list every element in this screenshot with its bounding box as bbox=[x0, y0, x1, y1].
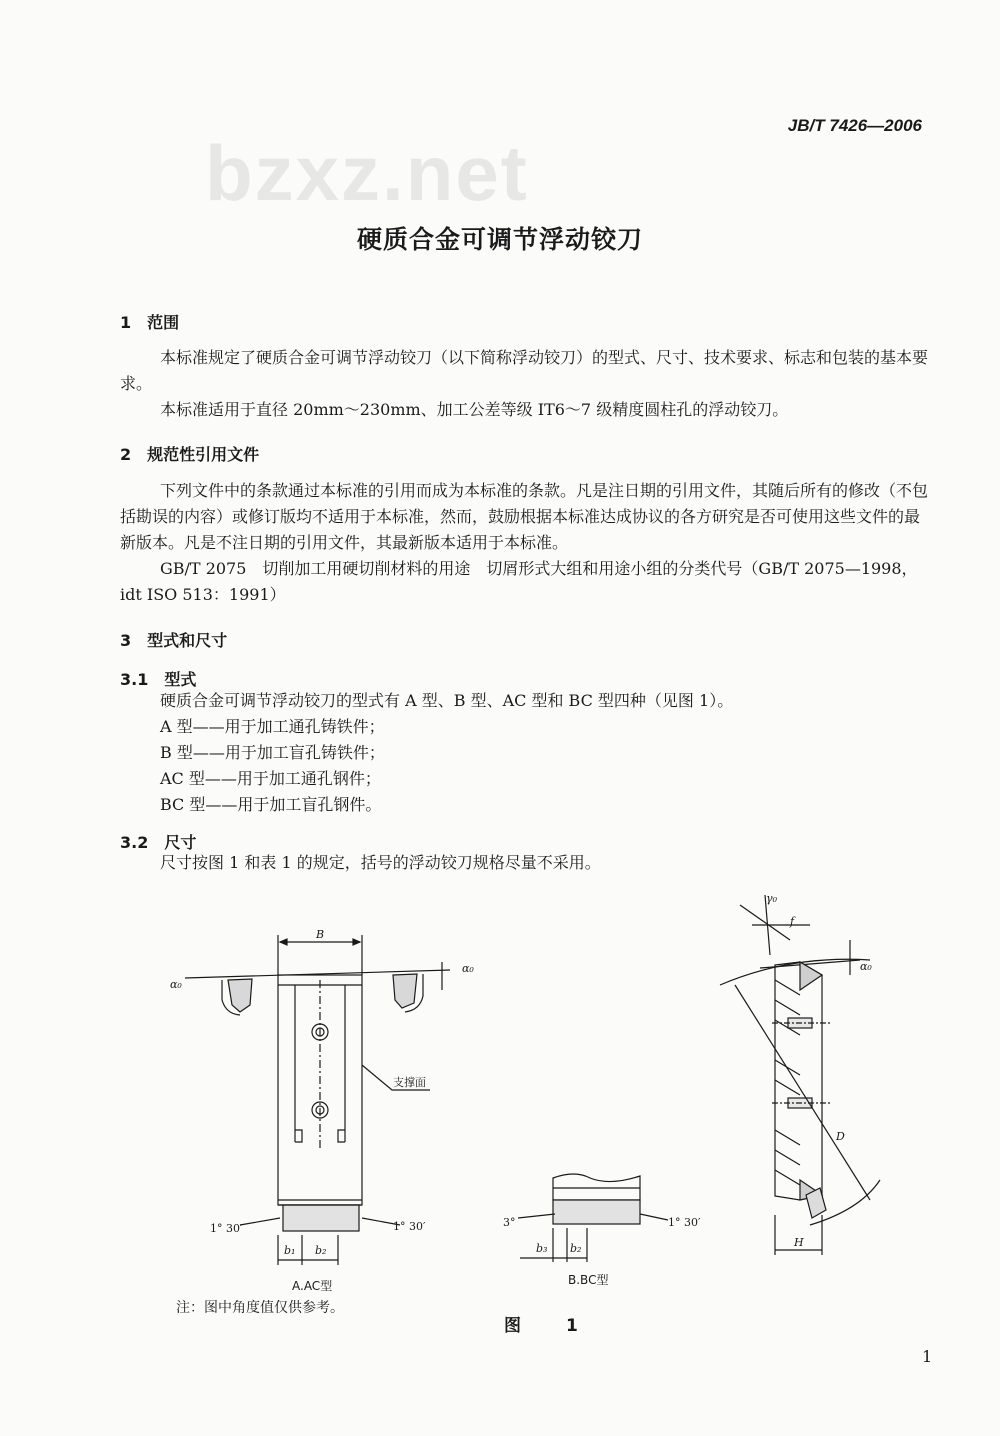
h-label: H bbox=[794, 1236, 804, 1249]
angle-left-label: 1° 30′ bbox=[210, 1222, 243, 1235]
a-type-drawing bbox=[170, 928, 474, 1293]
section-3-1-intro: 硬质合金可调节浮动铰刀的型式有 A 型、B 型、AC 型和 BC 型四种（见图 1）。 bbox=[160, 691, 734, 710]
section-1-paragraph-1: 本标准规定了硬质合金可调节浮动铰刀（以下简称浮动铰刀）的型式、尺寸、技术要求、标志和包装的基本要求。 bbox=[120, 348, 929, 393]
section-3-1-heading: 3.1 型式 bbox=[120, 670, 197, 689]
b-type-drawing bbox=[503, 1174, 701, 1287]
type-ac-item: AC 型——用于加工通孔钢件； bbox=[160, 769, 381, 788]
support-face-label: 支撑面 bbox=[393, 1076, 426, 1089]
angle-right-label: 1° 30′ bbox=[393, 1220, 426, 1233]
figure-1-drawing bbox=[0, 880, 1000, 1300]
b1-label: b₁ bbox=[284, 1244, 296, 1257]
document-title: 硬质合金可调节浮动铰刀 bbox=[356, 225, 643, 254]
alpha0-right-label: α₀ bbox=[462, 962, 474, 975]
watermark: bzxz.net bbox=[205, 129, 529, 217]
type-bc-item: BC 型——用于加工盲孔钢件。 bbox=[160, 795, 382, 814]
type-a-item: A 型——用于加工通孔铸铁件； bbox=[160, 717, 385, 736]
angle-b-right-label: 1° 30′ bbox=[668, 1216, 701, 1229]
alpha0-section-label: α₀ bbox=[860, 960, 872, 973]
section-3-heading: 3 型式和尺寸 bbox=[120, 631, 228, 650]
figure-note: 注：图中角度值仅供参考。 bbox=[176, 1300, 344, 1316]
section-2-reference: GB/T 2075 切削加工用硬切削材料的用途 切屑形式大组和用途小组的分类代号（GB/T 2075—1998，idt ISO 513：1991） bbox=[120, 559, 918, 604]
type-b-item: B 型——用于加工盲孔铸铁件； bbox=[160, 743, 385, 762]
b2-b-label: b₂ bbox=[570, 1242, 582, 1255]
a-ac-type-label: A.AC型 bbox=[292, 1279, 333, 1293]
section-2-heading: 2 规范性引用文件 bbox=[120, 445, 260, 464]
alpha0-left-label: α₀ bbox=[170, 978, 182, 991]
angle-3-label: 3° bbox=[503, 1216, 516, 1229]
section-view-drawing bbox=[720, 892, 880, 1255]
section-3-2-heading: 3.2 尺寸 bbox=[120, 833, 197, 852]
b-bc-type-label: B.BC型 bbox=[568, 1273, 609, 1287]
section-3-2-text: 尺寸按图 1 和表 1 的规定，括号的浮动铰刀规格尽量不采用。 bbox=[160, 853, 601, 872]
figure-title: 图 1 bbox=[504, 1316, 592, 1336]
f-label: f bbox=[790, 915, 795, 928]
b2-label: b₂ bbox=[315, 1244, 327, 1257]
section-2-paragraph-1: 下列文件中的条款通过本标准的引用而成为本标准的条款。凡是注日期的引用文件，其随后所有的修改（不包括勘误的内容）或修订版均不适用于本标准，然而，鼓励根据本标准达成协议的各方研究是否可使用这些文件的最新版本。凡是不注日期的引用文件，其最新版本适用于本标准。 bbox=[120, 481, 929, 552]
page-number: 1 bbox=[922, 1347, 933, 1366]
gamma0-label: γ₀ bbox=[766, 892, 777, 905]
dim-b-label: B bbox=[316, 928, 325, 941]
section-1-heading: 1 范围 bbox=[120, 313, 180, 332]
standard-number: JB/T 7426—2006 bbox=[787, 116, 922, 135]
b3-label: b₃ bbox=[536, 1242, 548, 1255]
d-label: D bbox=[836, 1130, 845, 1143]
section-1-paragraph-2: 本标准适用于直径 20mm～230mm、加工公差等级 IT6～7 级精度圆柱孔的浮动铰刀。 bbox=[160, 400, 789, 419]
